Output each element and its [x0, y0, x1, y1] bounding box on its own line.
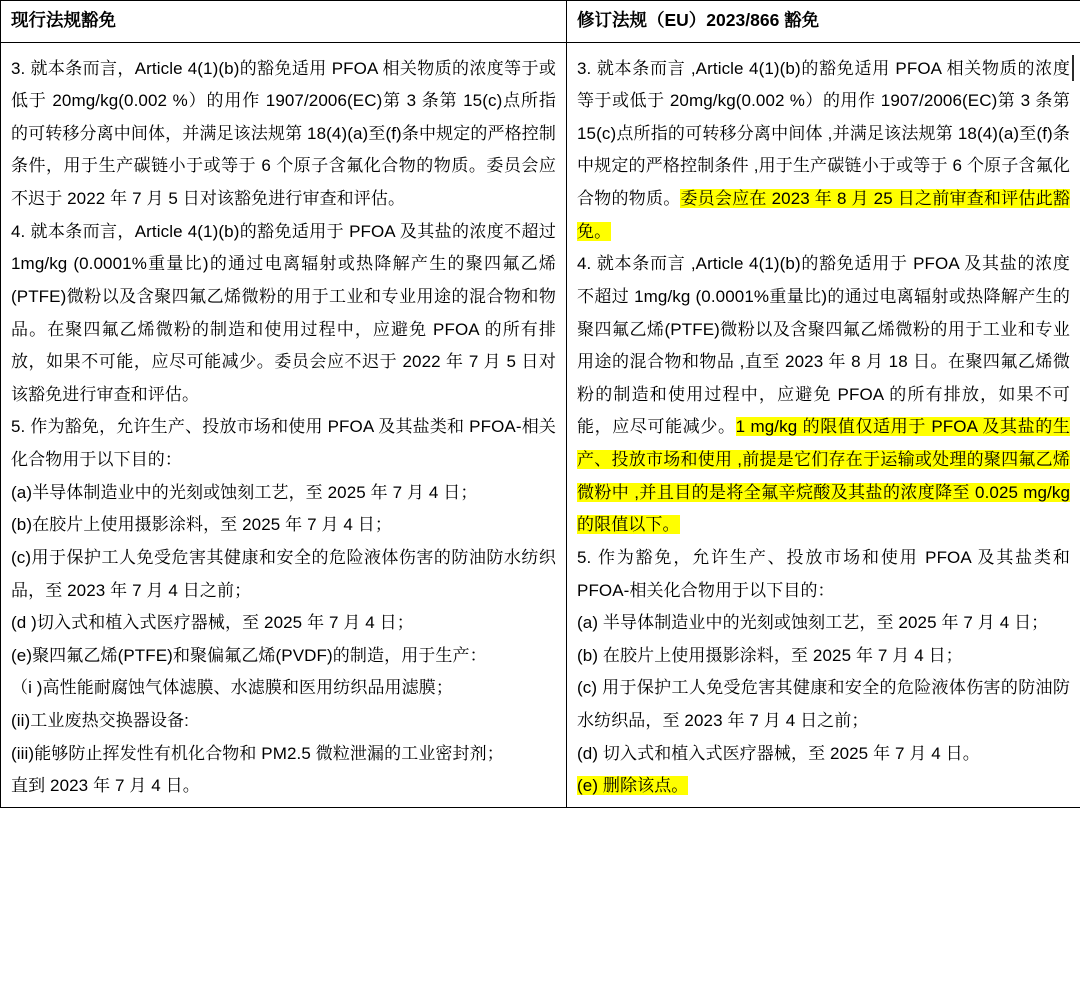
paragraph: （i )高性能耐腐蚀气体滤膜、水滤膜和医用纺织品用滤膜；: [11, 678, 453, 698]
paragraph: (b)在胶片上使用摄影涂料，至 2025 年 7 月 4 日；: [11, 515, 392, 535]
cell-current-regulation: [1, 42, 567, 807]
paragraph: 直到 2023 年 7 月 4 日。: [11, 776, 200, 796]
table-body-row: [1, 42, 1080, 807]
table-header-row: [1, 1, 1080, 43]
paragraph: (iii)能够防止挥发性有机化合物和 PM2.5 微粒泄漏的工业密封剂；: [11, 743, 504, 763]
highlighted-text-run: 委员会应在 2023 年 8 月 25 日之前审查和评估此豁免。: [577, 189, 1070, 241]
paragraph: (a)半导体制造业中的光刻或蚀刻工艺，至 2025 年 7 月 4 日；: [11, 482, 478, 502]
paragraph: 3. 就本条而言，Article 4(1)(b)的豁免适用 PFOA 相关物质的浓度等于或低于 20mg/kg(0.002 %）的用作 1907/2006(EC)第 3 条第 15(c)点所指的可转移分离中间体，并满足该法规第 18(4)(a)至(f)条中规定的严格控制条件，用于生产碳链小于或等于 6 个原子含氟化合物的物质。委员会应不迟于 2022 年 7 月 5 日对该豁免进行审查和评估。: [11, 58, 556, 208]
text-cursor: [1072, 55, 1074, 81]
paragraph: 4. 就本条而言，Article 4(1)(b)的豁免适用于 PFOA 及其盐的浓度不超过 1mg/kg (0.0001%重量比)的通过电离辐射或热降解产生的聚四氟乙烯(PTFE)微粉以及含聚四氟乙烯微粉的用于工业和专业用途的混合物和物品。在聚四氟乙烯微粉的制造和使用过程中，应避免 PFOA 的所有排放，如果不可能，应尽可能减少。委员会应不迟于 2022 年 7 月 5 日对该豁免进行审查和评估。: [11, 221, 556, 404]
paragraph: [577, 770, 1070, 803]
revised-regulation-content: [577, 53, 1070, 803]
paragraph: [577, 542, 1070, 607]
text-run: 3. 就本条而言 ,Article 4(1)(b)的豁免适用 PFOA 相关物质的浓度等于或低于 20mg/kg(0.002 %）的用作 1907/2006(EC)第 3 条第 15(c)点所指的可转移分离中间体 ,并满足该法规第 18(4)(a)至(f)条中规定的严格控制条件 ,用于生产碳链小于或等于 6 个原子含氟化合物的物质。: [577, 58, 1070, 208]
paragraph: [577, 53, 1070, 249]
paragraph: (c)用于保护工人免受危害其健康和安全的危险液体伤害的防油防水纺织品，至 2023 年 7 月 4 日之前；: [11, 547, 556, 600]
paragraph: [577, 640, 1070, 673]
paragraph: [577, 607, 1070, 640]
highlighted-text-run: (e) 删除该点。: [577, 776, 689, 796]
paragraph: [577, 248, 1070, 542]
paragraph: (ii)工业废热交换器设备:: [11, 711, 189, 730]
paragraph: (d )切入式和植入式医疗器械，至 2025 年 7 月 4 日；: [11, 613, 414, 633]
text-run: 4. 就本条而言 ,Article 4(1)(b)的豁免适用于 PFOA 及其盐的浓度不超过 1mg/kg (0.0001%重量比)的通过电离辐射或热降解产生的聚四氟乙烯(PTFE)微粉以及含聚四氟乙烯微粉的用于工业和专业用途的混合物和物品 ,直至 2023 年 8 月 18 日。在聚四氟乙烯微粉的制造和使用过程中，应避免 PFOA 的所有排放，如果不可能，应尽可能减少。: [577, 254, 1070, 437]
header-current-regulation: 现行法规豁免: [1, 1, 567, 43]
header-revised-regulation: 修订法规（EU）2023/866 豁免: [567, 1, 1080, 43]
paragraph: [577, 672, 1070, 737]
highlighted-text-run: 1 mg/kg 的限值仅适用于 PFOA 及其盐的生产、投放市场和使用 ,前提是它们存在于运输或处理的聚四氟乙烯微粉中 ,并且目的是将全氟辛烷酸及其盐的浓度降至 0.025 mg/kg 的限值以下。: [577, 417, 1070, 535]
text-run: (c) 用于保护工人免受危害其健康和安全的危险液体伤害的防油防水纺织品，至 2023 年 7 月 4 日之前；: [577, 678, 1070, 730]
cell-revised-regulation: [567, 42, 1080, 807]
text-run: 5. 作为豁免，允许生产、投放市场和使用 PFOA 及其盐类和 PFOA-相关化合物用于以下目的：: [577, 547, 1070, 600]
paragraph: [577, 738, 1070, 771]
paragraph: 5. 作为豁免，允许生产、投放市场和使用 PFOA 及其盐类和 PFOA-相关化合物用于以下目的：: [11, 417, 556, 469]
paragraph: (e)聚四氟乙烯(PTFE)和聚偏氟乙烯(PVDF)的制造，用于生产：: [11, 645, 487, 665]
text-run: (d) 切入式和植入式医疗器械，至 2025 年 7 月 4 日。: [577, 743, 980, 763]
text-run: (a) 半导体制造业中的光刻或蚀刻工艺，至 2025 年 7 月 4 日；: [577, 613, 1049, 633]
current-regulation-content: [11, 53, 556, 803]
text-run: (b) 在胶片上使用摄影涂料，至 2025 年 7 月 4 日；: [577, 645, 963, 665]
